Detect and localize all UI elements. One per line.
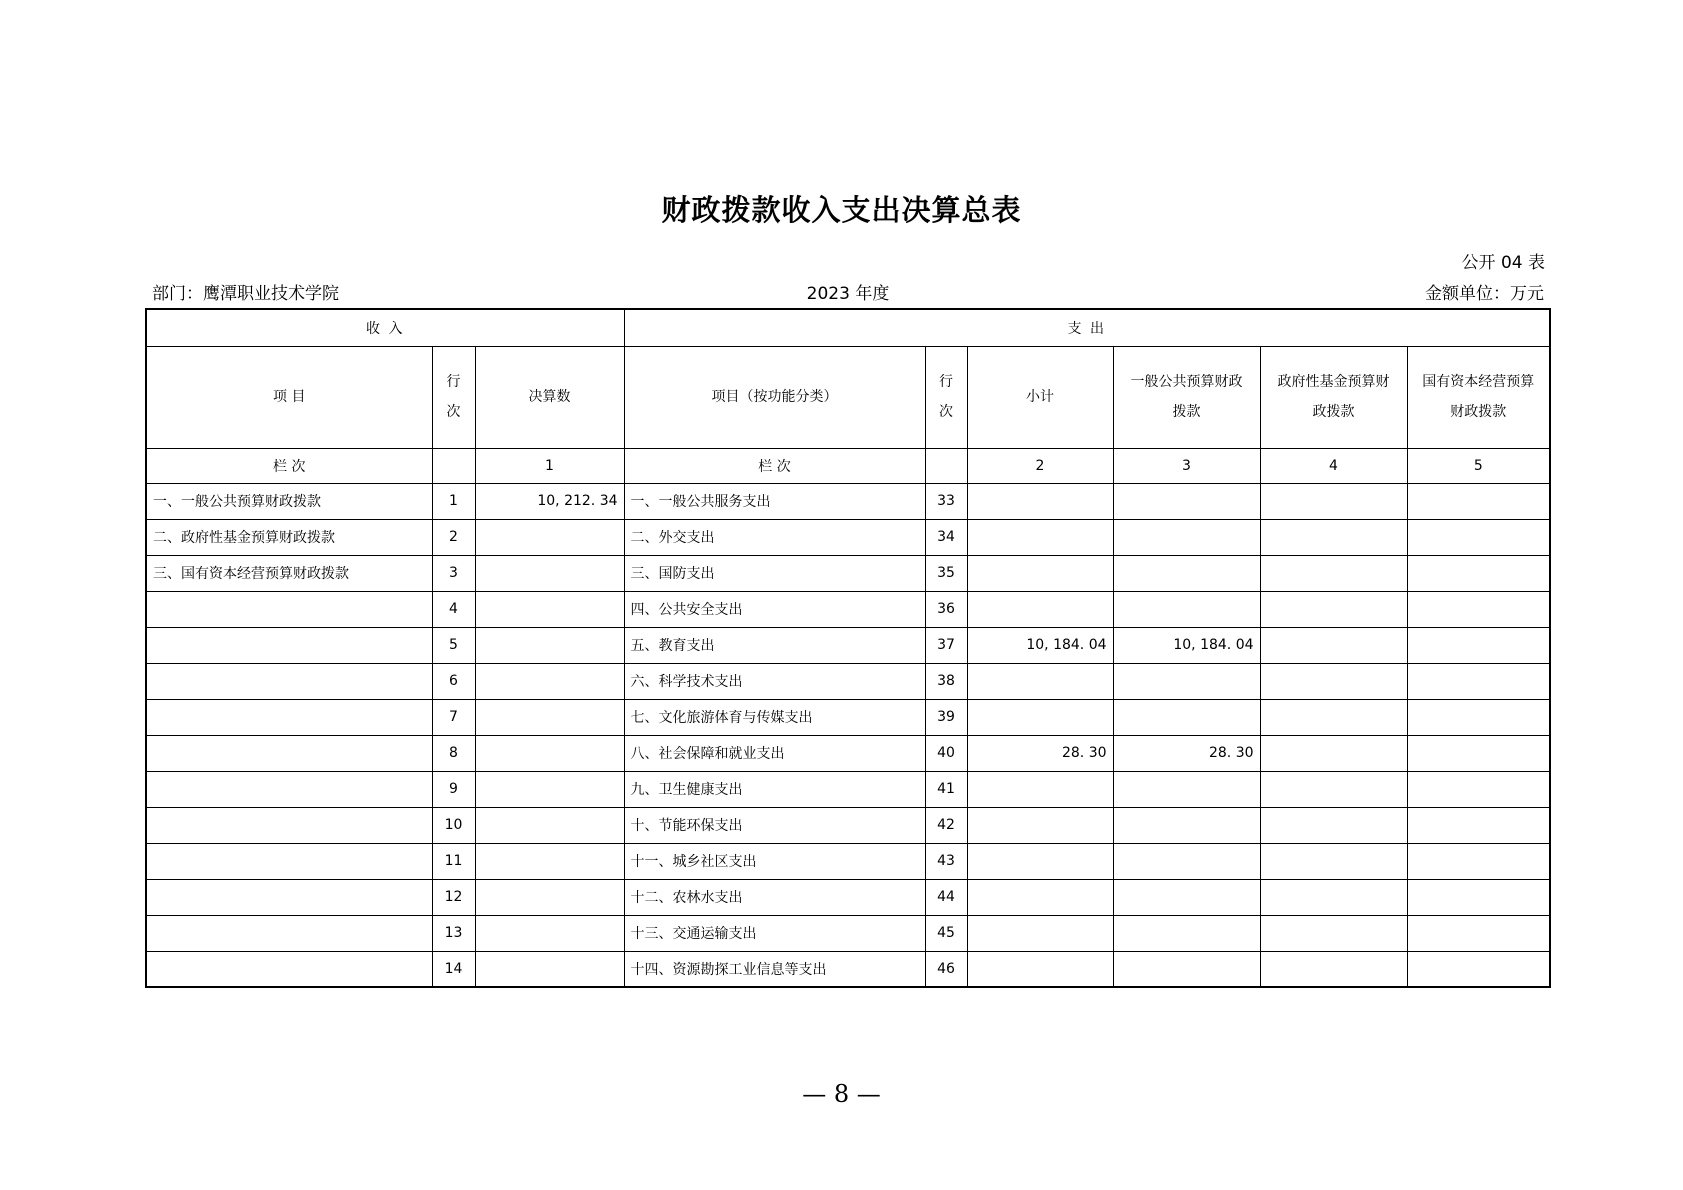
income-line-cell: 5 (432, 627, 475, 663)
income-item-cell (146, 627, 432, 663)
fiscal-year: 2023 年度 (806, 284, 890, 304)
table-row (146, 879, 1550, 915)
expense-item-cell: 九、卫生健康支出 (624, 771, 925, 807)
header-exp-line-no: 行次 (925, 346, 967, 448)
income-amount-cell (475, 699, 624, 735)
expense-line-cell: 34 (925, 519, 967, 555)
general-budget-cell (1113, 699, 1260, 735)
expense-line-cell: 41 (925, 771, 967, 807)
page-title: 财政拨款收入支出决算总表 (661, 193, 1022, 227)
general-budget-cell (1113, 483, 1260, 519)
general-budget-cell (1113, 843, 1260, 879)
income-amount-cell: 10, 212. 34 (475, 483, 624, 519)
gov-fund-cell (1260, 951, 1407, 987)
col-number-2: 2 (967, 448, 1113, 483)
header-item: 项 目 (146, 346, 432, 448)
income-line-cell: 2 (432, 519, 475, 555)
subtotal-cell (967, 663, 1113, 699)
gov-fund-cell (1260, 915, 1407, 951)
state-capital-cell (1407, 591, 1550, 627)
col-number-4: 4 (1260, 448, 1407, 483)
expense-item-cell: 十二、农林水支出 (624, 879, 925, 915)
table-row (146, 483, 1550, 519)
gov-fund-cell (1260, 519, 1407, 555)
expense-section-header: 支 出 (624, 309, 1550, 346)
gov-fund-cell (1260, 483, 1407, 519)
income-line-cell: 10 (432, 807, 475, 843)
expense-item-cell: 十一、城乡社区支出 (624, 843, 925, 879)
income-line-cell: 8 (432, 735, 475, 771)
income-amount-cell (475, 807, 624, 843)
form-number: 公开 04 表 (1461, 253, 1545, 273)
income-amount-cell (475, 555, 624, 591)
income-item-cell (146, 843, 432, 879)
subtotal-cell: 28. 30 (967, 735, 1113, 771)
subtotal-cell (967, 807, 1113, 843)
income-item-cell (146, 807, 432, 843)
department-label: 部门：鹰潭职业技术学院 (152, 284, 339, 304)
expense-line-cell: 39 (925, 699, 967, 735)
income-item-cell (146, 951, 432, 987)
income-line-cell: 4 (432, 591, 475, 627)
income-amount-cell (475, 951, 624, 987)
state-capital-cell (1407, 519, 1550, 555)
expense-item-cell: 十四、资源勘探工业信息等支出 (624, 951, 925, 987)
general-budget-cell (1113, 915, 1260, 951)
expense-item-cell: 十三、交通运输支出 (624, 915, 925, 951)
table-row (146, 915, 1550, 951)
expense-line-cell: 36 (925, 591, 967, 627)
expense-item-cell: 二、外交支出 (624, 519, 925, 555)
subtotal-cell (967, 555, 1113, 591)
income-amount-cell (475, 771, 624, 807)
expense-item-cell: 六、科学技术支出 (624, 663, 925, 699)
table-row (146, 843, 1550, 879)
expense-line-cell: 38 (925, 663, 967, 699)
gov-fund-cell (1260, 879, 1407, 915)
income-item-cell (146, 663, 432, 699)
state-capital-cell (1407, 627, 1550, 663)
expense-line-cell: 42 (925, 807, 967, 843)
expense-item-cell: 四、公共安全支出 (624, 591, 925, 627)
expense-line-cell: 46 (925, 951, 967, 987)
header-state-capital: 国有资本经营预算财政拨款 (1407, 346, 1550, 448)
state-capital-cell (1407, 915, 1550, 951)
col-label-left: 栏 次 (146, 448, 432, 483)
income-line-cell: 6 (432, 663, 475, 699)
gov-fund-cell (1260, 807, 1407, 843)
general-budget-cell (1113, 663, 1260, 699)
income-line-cell: 11 (432, 843, 475, 879)
general-budget-cell (1113, 591, 1260, 627)
subtotal-cell (967, 915, 1113, 951)
income-line-cell: 14 (432, 951, 475, 987)
income-item-cell (146, 879, 432, 915)
table-row (146, 591, 1550, 627)
income-amount-cell (475, 843, 624, 879)
state-capital-cell (1407, 879, 1550, 915)
income-amount-cell (475, 735, 624, 771)
expense-line-cell: 35 (925, 555, 967, 591)
col-number-1: 1 (475, 448, 624, 483)
income-item-cell (146, 591, 432, 627)
section-header-row (146, 309, 1550, 346)
state-capital-cell (1407, 843, 1550, 879)
subtotal-cell (967, 591, 1113, 627)
expense-line-cell: 43 (925, 843, 967, 879)
state-capital-cell (1407, 951, 1550, 987)
subtotal-cell (967, 771, 1113, 807)
expense-line-cell: 44 (925, 879, 967, 915)
header-exp-item: 项目（按功能分类） (624, 346, 925, 448)
col-label-right: 栏 次 (624, 448, 925, 483)
expense-item-cell: 五、教育支出 (624, 627, 925, 663)
income-section-header: 收 入 (146, 309, 624, 346)
income-amount-cell (475, 663, 624, 699)
income-amount-cell (475, 627, 624, 663)
header-general-budget: 一般公共预算财政拨款 (1113, 346, 1260, 448)
page-number: — 8 — (802, 1080, 881, 1108)
general-budget-cell (1113, 519, 1260, 555)
income-amount-cell (475, 915, 624, 951)
col-empty-b (925, 448, 967, 483)
subtotal-cell (967, 699, 1113, 735)
general-budget-cell (1113, 807, 1260, 843)
subtotal-cell (967, 879, 1113, 915)
subtotal-cell (967, 951, 1113, 987)
table-row (146, 951, 1550, 987)
table-row (146, 807, 1550, 843)
income-item-cell: 一、一般公共预算财政拨款 (146, 483, 432, 519)
income-line-cell: 9 (432, 771, 475, 807)
state-capital-cell (1407, 771, 1550, 807)
general-budget-cell: 28. 30 (1113, 735, 1260, 771)
income-item-cell: 三、国有资本经营预算财政拨款 (146, 555, 432, 591)
general-budget-cell (1113, 771, 1260, 807)
expense-item-cell: 一、一般公共服务支出 (624, 483, 925, 519)
meta-row (152, 279, 1544, 303)
expense-line-cell: 33 (925, 483, 967, 519)
header-amount: 决算数 (475, 346, 624, 448)
income-line-cell: 13 (432, 915, 475, 951)
table-row (146, 519, 1550, 555)
income-item-cell: 二、政府性基金预算财政拨款 (146, 519, 432, 555)
expense-item-cell: 十、节能环保支出 (624, 807, 925, 843)
table-row (146, 735, 1550, 771)
amount-unit: 金额单位：万元 (1425, 284, 1544, 304)
state-capital-cell (1407, 663, 1550, 699)
income-item-cell (146, 915, 432, 951)
state-capital-cell (1407, 699, 1550, 735)
general-budget-cell (1113, 951, 1260, 987)
income-item-cell (146, 735, 432, 771)
gov-fund-cell (1260, 555, 1407, 591)
header-gov-fund: 政府性基金预算财政拨款 (1260, 346, 1407, 448)
col-empty-a (432, 448, 475, 483)
state-capital-cell (1407, 735, 1550, 771)
column-number-row (146, 448, 1550, 483)
subtotal-cell: 10, 184. 04 (967, 627, 1113, 663)
general-budget-cell (1113, 879, 1260, 915)
header-subtotal: 小计 (967, 346, 1113, 448)
subtotal-cell (967, 483, 1113, 519)
expense-item-cell: 七、文化旅游体育与传媒支出 (624, 699, 925, 735)
expense-item-cell: 八、社会保障和就业支出 (624, 735, 925, 771)
subtotal-cell (967, 519, 1113, 555)
gov-fund-cell (1260, 699, 1407, 735)
gov-fund-cell (1260, 771, 1407, 807)
expense-line-cell: 37 (925, 627, 967, 663)
col-number-3: 3 (1113, 448, 1260, 483)
table-row (146, 663, 1550, 699)
income-amount-cell (475, 591, 624, 627)
state-capital-cell (1407, 555, 1550, 591)
income-line-cell: 1 (432, 483, 475, 519)
gov-fund-cell (1260, 735, 1407, 771)
gov-fund-cell (1260, 591, 1407, 627)
table-row (146, 699, 1550, 735)
income-amount-cell (475, 519, 624, 555)
header-line-no: 行次 (432, 346, 475, 448)
gov-fund-cell (1260, 663, 1407, 699)
table-row (146, 555, 1550, 591)
state-capital-cell (1407, 483, 1550, 519)
column-header-row (146, 346, 1550, 448)
gov-fund-cell (1260, 627, 1407, 663)
income-item-cell (146, 771, 432, 807)
table-row (146, 627, 1550, 663)
general-budget-cell (1113, 555, 1260, 591)
expense-line-cell: 45 (925, 915, 967, 951)
fiscal-summary-table (145, 308, 1551, 988)
expense-item-cell: 三、国防支出 (624, 555, 925, 591)
state-capital-cell (1407, 807, 1550, 843)
gov-fund-cell (1260, 843, 1407, 879)
general-budget-cell: 10, 184. 04 (1113, 627, 1260, 663)
subtotal-cell (967, 843, 1113, 879)
col-number-5: 5 (1407, 448, 1550, 483)
table-row (146, 771, 1550, 807)
expense-line-cell: 40 (925, 735, 967, 771)
income-item-cell (146, 699, 432, 735)
income-line-cell: 3 (432, 555, 475, 591)
income-line-cell: 12 (432, 879, 475, 915)
income-amount-cell (475, 879, 624, 915)
income-line-cell: 7 (432, 699, 475, 735)
